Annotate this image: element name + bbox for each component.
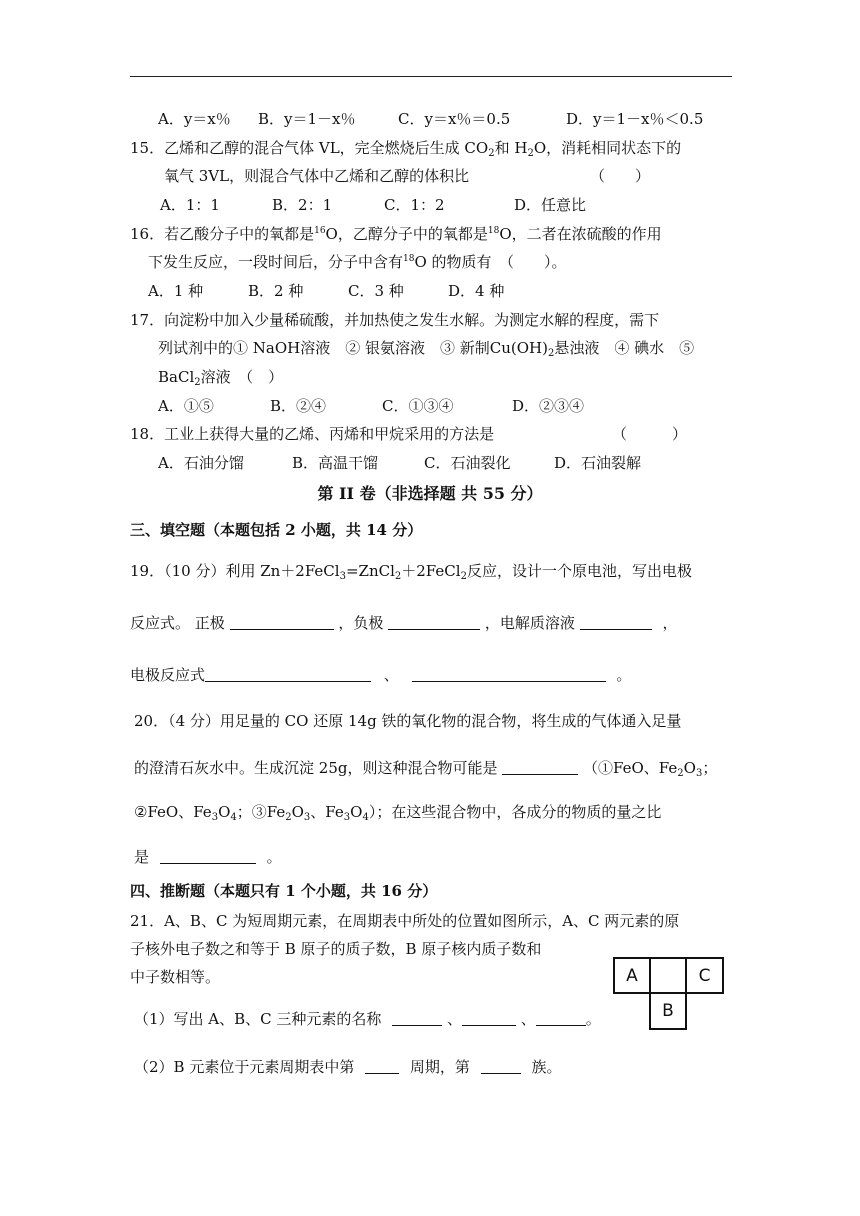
cell-b: B: [649, 992, 687, 1030]
q19-negative-electrode-blank[interactable]: [388, 615, 480, 630]
q21-period-blank[interactable]: [365, 1059, 399, 1074]
q17-stem-line1: 17．向淀粉中加入少量稀硫酸，并加热使之发生水解。为测定水解的程度，需下: [130, 311, 660, 329]
q17-option-d: D．②③④: [512, 397, 585, 415]
q19-stem-line3: 电极反应式 、 。: [130, 666, 632, 684]
q21-group-blank[interactable]: [481, 1059, 521, 1074]
cell-c: C: [685, 957, 724, 994]
section-4-heading: 四、推断题（本题只有 1 个小题，共 16 分）: [130, 882, 438, 900]
q16-stem-line2: 下发生反应，一段时间后，分子中含有$^{18}$O 的物质有 （ ）。: [148, 253, 567, 271]
q14-option-a: A．y＝x％: [158, 110, 231, 128]
q21-stem-line3: 中子数相等。: [130, 968, 221, 986]
q19-stem-line1: 19．（10 分）利用 Zn＋2FeCl$_3$=ZnCl$_2$＋2FeCl$_2$反应，设计一个原电池，写出电极: [130, 562, 692, 582]
q20-stem-line4: 是 。: [134, 848, 282, 866]
q15-answer-paren: （ ）: [590, 167, 651, 185]
q18-answer-paren: （ ）: [612, 425, 688, 443]
q20-mixture-blank[interactable]: [502, 760, 578, 775]
q17-stem-line3: BaCl$_2$溶液 （ ）: [158, 368, 284, 388]
q17-option-a: A．①⑤: [158, 397, 214, 415]
q19-stem-line2: 反应式。 正极 ，负极 ，电解质溶液 ，: [130, 614, 678, 632]
q21-part1: （1）写出 A、B、C 三种元素的名称 、 、 。: [134, 1010, 601, 1028]
q21-stem-line1: 21．A、B、C 为短周期元素，在周期表中所处的位置如图所示，A、C 两元素的原: [130, 912, 680, 930]
header-rule: [130, 76, 732, 77]
q15-option-b: B．2：1: [272, 196, 333, 214]
q18-stem: 18．工业上获得大量的乙烯、丙烯和甲烷采用的方法是: [130, 425, 495, 443]
q14-option-d: D．y＝1－x％＜0.5: [566, 110, 704, 128]
q14-option-c: C．y＝x％＝0.5: [398, 110, 511, 128]
q16-option-a: A．1 种: [148, 282, 204, 300]
section-3-heading: 三、填空题（本题包括 2 小题，共 14 分）: [130, 521, 423, 539]
q16-option-c: C．3 种: [348, 282, 404, 300]
q19-reaction-blank-1[interactable]: [205, 667, 371, 682]
q19-reaction-blank-2[interactable]: [412, 667, 606, 682]
section-2-title: 第 II 卷（非选择题 共 55 分）: [317, 484, 543, 503]
q21-part2: （2）B 元素位于元素周期表中第 周期，第 族。: [134, 1058, 562, 1076]
q16-option-d: D．4 种: [448, 282, 505, 300]
q18-option-c: C．石油裂化: [424, 454, 511, 472]
q21-name-a-blank[interactable]: [392, 1011, 442, 1026]
q16-option-b: B．2 种: [248, 282, 304, 300]
q15-stem-line2: 氧气 3VL，则混合气体中乙烯和乙醇的体积比: [164, 167, 470, 185]
q15-stem-line1: 15．乙烯和乙醇的混合气体 VL，完全燃烧后生成 $CO_2$和 $H_2O$，消耗相同状态下的: [130, 139, 682, 159]
q17-option-b: B．②④: [270, 397, 327, 415]
cell-a: A: [613, 957, 651, 994]
q19-electrolyte-blank[interactable]: [580, 615, 652, 630]
q18-option-b: B．高温干馏: [292, 454, 379, 472]
q18-option-a: A．石油分馏: [158, 454, 244, 472]
q17-stem-line2: 列试剂中的① NaOH溶液 ② 银氨溶液 ③ 新制$Cu(OH)_2$悬浊液 ④ 碘水 ⑤: [158, 339, 695, 359]
q20-stem-line3: ②FeO、$Fe_3O_4$；$③Fe_2O_3$、$Fe_3O_4$）；在这些混合物中，各成分的物质的量之比: [134, 803, 662, 823]
q21-name-b-blank[interactable]: [462, 1011, 516, 1026]
q16-stem-line1: 16．若乙酸分子中的氧都是$^{16}$O，乙醇分子中的氧都是$^{18}$O，二者在浓硫酸的作用: [130, 225, 662, 243]
q20-stem-line1: 20．（4 分）用足量的 CO 还原 14g 铁的氧化物的混合物，将生成的气体通入足量: [134, 712, 682, 730]
q19-positive-electrode-blank[interactable]: [230, 615, 334, 630]
q21-name-c-blank[interactable]: [536, 1011, 586, 1026]
q18-option-d: D．石油裂解: [554, 454, 642, 472]
q21-stem-line2: 子核外电子数之和等于 B 原子的质子数，B 原子核内质子数和: [130, 940, 542, 958]
cell-empty: [649, 957, 687, 994]
q20-ratio-blank[interactable]: [160, 849, 256, 864]
q14-option-b: B．y＝1－x％: [258, 110, 356, 128]
q15-option-a: A．1：1: [160, 196, 220, 214]
q20-stem-line2: 的澄清石灰水中。生成沉淀 25g，则这种混合物可能是 （①FeO、$Fe_2O_3$；: [134, 759, 718, 779]
q15-option-c: C．1：2: [384, 196, 445, 214]
q15-option-d: D．任意比: [514, 196, 587, 214]
q17-option-c: C．①③④: [382, 397, 454, 415]
